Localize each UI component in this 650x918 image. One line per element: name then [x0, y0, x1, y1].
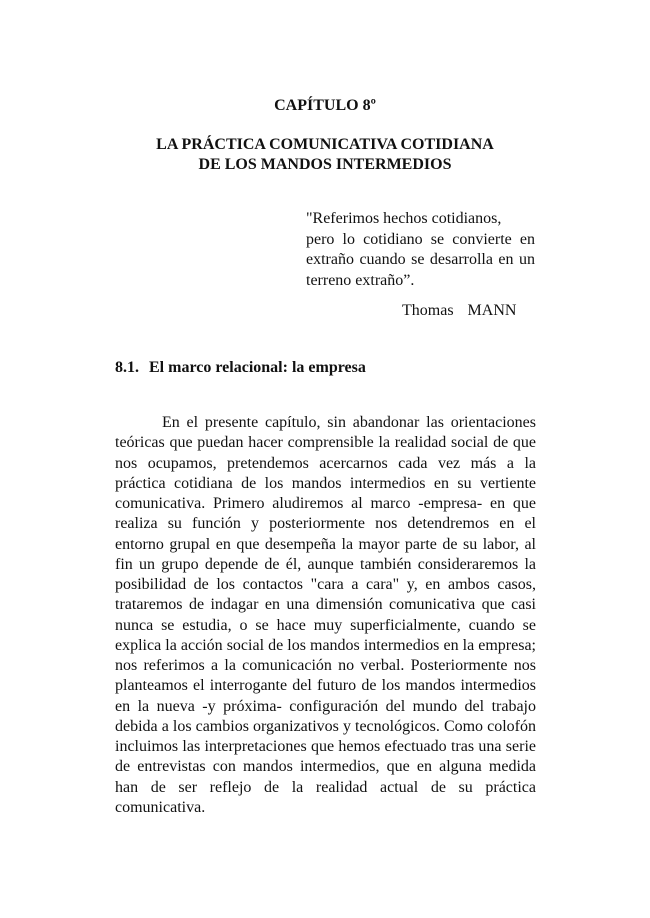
epigraph-line: terreno extraño”.	[306, 271, 415, 289]
chapter-title-line-1: LA PRÁCTICA COMUNICATIVA COTIDIANA	[156, 136, 494, 153]
section-number: 8.1.	[115, 359, 139, 376]
section-title: El marco relacional: la empresa	[149, 359, 366, 376]
epigraph-author: Thomas MANN	[402, 302, 517, 319]
section-heading	[115, 358, 366, 378]
epigraph-line: extraño cuando se desarrolla en un	[306, 251, 535, 268]
body-paragraph: En el presente capítulo, sin abandonar las orientaciones teóricas que puedan hacer comprensible la realidad social de que nos ocupamos, pretendemos acercarnos cada vez más a la práctica cotidiana de los mandos intermedios en su vertiente comunicativa. Primero aludiremos al marco -empresa- en que realiza su función y posteriormente nos detendremos en el entorno grupal en que desempeña la mayor parte de su labor, al fin un grupo depende de él, aunque también consideraremos la posibilidad de los contactos "cara a cara" y, en ambos casos, trataremos de indagar en una dimensión comunicativa que casi nunca se estudia, o se hace muy superficialmente, cuando se explica la acción social de los mandos intermedios en la empresa; nos referimos a la comunicación no verbal. Posteriormente nos planteamos el interrogante del futuro de los mandos intermedios en la nueva -y próxima- configuración del mundo del trabajo debida a los cambios organizativos y tecnológicos. Como colofón incluimos las interpretaciones que hemos efectuado tras una serie de entrevistas con mandos intermedios, que en alguna medida han de ser reflejo de la realidad actual de su práctica comunicativa.	[115, 414, 536, 816]
chapter-title	[0, 135, 650, 175]
chapter-heading: CAPÍTULO 8º	[274, 97, 376, 114]
epigraph-quote	[306, 209, 535, 291]
epigraph-line: "Referimos hechos cotidianos,	[306, 210, 502, 227]
chapter-title-line-2: DE LOS MANDOS INTERMEDIOS	[198, 156, 452, 173]
epigraph-line: pero lo cotidiano se convierte en	[306, 230, 535, 248]
